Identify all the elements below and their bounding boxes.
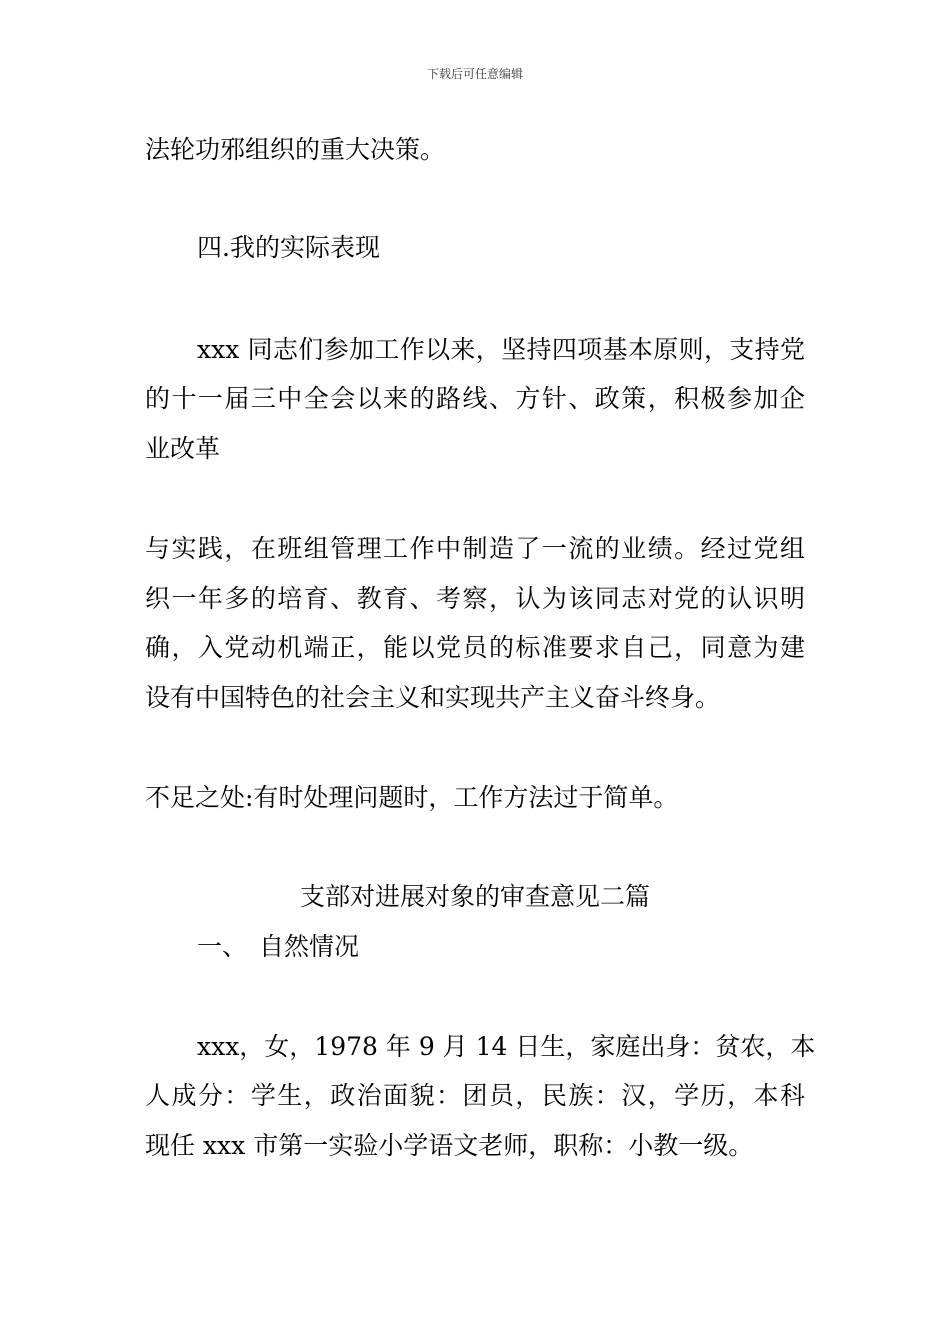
paragraph-line: 法轮功邪组织的重大决策。 [145, 135, 446, 164]
section-heading [197, 932, 359, 962]
section-heading: 四.我的实际表现 [197, 233, 380, 262]
paragraph-line: 与实践，在班组管理工作中制造了一流的业绩。经过党组 [145, 534, 805, 563]
paragraph-line: 确，入党动机端正，能以党员的标准要求自己，同意为建 [145, 633, 805, 662]
paragraph-line: 人成分：学生，政治面貌：团员，民族：汉，学历，本科 [145, 1081, 805, 1110]
paragraph-line: xxx，女，1978 年 9 月 14 日生，家庭出身：贫农，本 [197, 1032, 816, 1061]
paragraph-line: xxx 同志们参加工作以来，坚持四项基本原则，支持党 [197, 335, 805, 364]
heading-number: 一、 [197, 932, 248, 961]
paragraph-line: 业改革 [145, 434, 221, 463]
heading-text: 自然情况 [259, 932, 360, 961]
paragraph-line: 织一年多的培育、教育、考察，认为该同志对党的认识明 [145, 584, 805, 613]
paragraph-line: 设有中国特色的社会主义和实现共产主义奋斗终身。 [145, 683, 721, 712]
paragraph-line: 的十一届三中全会以来的路线、方针、政策，积极参加企 [145, 384, 805, 413]
document-title: 支部对进展对象的审查意见二篇 [299, 882, 650, 911]
page-header-note: 下载后可任意编辑 [426, 67, 523, 81]
paragraph-line: 不足之处:有时处理问题时，工作方法过于简单。 [145, 783, 679, 812]
paragraph-line: 现任 xxx 市第一实验小学语文老师，职称：小教一级。 [145, 1131, 754, 1160]
